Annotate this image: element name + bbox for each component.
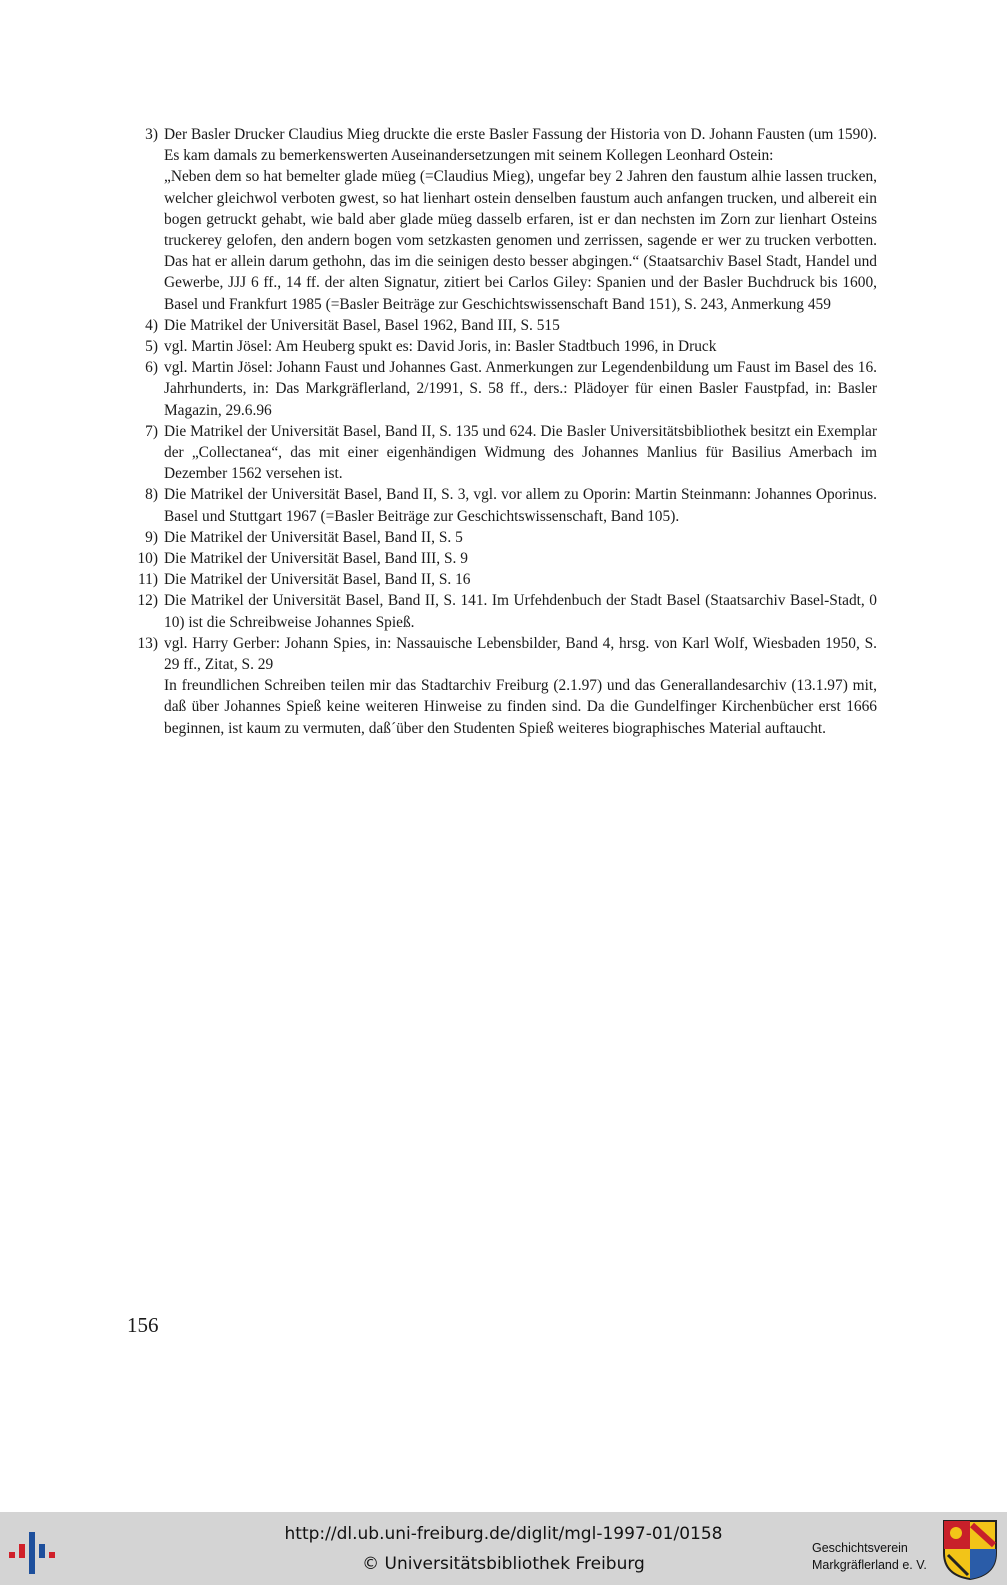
footnote-paragraph: In freundlichen Schreiben teilen mir das Stadtarchiv Freiburg (2.1.97) und das Generallandesarchiv (13.1.97) mit, daß über Johannes Spieß keine weiteren Hinweise zu finden sind. Da die Gundelfinger Kirchenbücher erst 1666 beginnen, ist kaum zu vermuten, daß´über den Studenten Spieß weiteres biographisches Material auftaucht. xyxy=(164,677,877,737)
society-name xyxy=(812,1540,927,1574)
footnote-6 xyxy=(124,357,877,421)
footnote-number: 10) xyxy=(137,550,158,568)
society-line-1: Geschichtsverein xyxy=(812,1541,908,1555)
footnote-text xyxy=(164,124,877,315)
footnote-number: 6) xyxy=(145,359,158,377)
footnote-text xyxy=(164,633,877,739)
footer-bar xyxy=(0,1512,1007,1585)
footnote-paragraph: Die Matrikel der Universität Basel, Band II, S. 16 xyxy=(164,571,471,589)
footnote-paragraph: Die Matrikel der Universität Basel, Band II, S. 5 xyxy=(164,528,463,546)
footnote-10 xyxy=(124,548,877,569)
footnote-number: 4) xyxy=(145,316,158,334)
footnote-paragraph: Die Matrikel der Universität Basel, Band III, S. 9 xyxy=(164,550,468,568)
document-url-link[interactable]: http://dl.ub.uni-freiburg.de/diglit/mgl-1997-01/0158 xyxy=(284,1524,723,1544)
footnote-paragraph: vgl. Martin Jösel: Am Heuberg spukt es: David Joris, in: Basler Stadtbuch 1996, in Druck xyxy=(164,338,717,356)
footnotes xyxy=(124,124,877,739)
footnote-4 xyxy=(124,315,877,336)
footnote-number: 5) xyxy=(145,338,158,356)
footnote-number: 8) xyxy=(145,486,158,504)
footnote-paragraph: Die Matrikel der Universität Basel, Band II, S. 135 und 624. Die Basler Universitätsbibliothek besitzt ein Exemplar der „Collectanea“, das mit einer eigenhändigen Widmung des Johannes Manlius für Basilius Amerbach im Dezember 1562 versehen ist. xyxy=(164,422,877,483)
footnote-number: 13) xyxy=(137,634,158,652)
footnote-5 xyxy=(124,336,877,357)
footnote-text xyxy=(164,527,877,548)
footnote-text xyxy=(164,315,877,336)
society-line-2: Markgräflerland e. V. xyxy=(812,1558,927,1572)
coat-of-arms-icon xyxy=(942,1519,998,1581)
footnote-paragraph: vgl. Martin Jösel: Johann Faust und Johannes Gast. Anmerkungen zur Legendenbildung um Faust im Basel des 16. Jahrhunderts, in: Das Markgräflerland, 2/1991, S. 58 ff., ders.: Plädoyer für einen Basler Faustpfad, in: Basler Magazin, 29.6.96 xyxy=(164,359,877,419)
footnote-text xyxy=(164,336,877,357)
footnote-text xyxy=(164,569,877,590)
footnote-7 xyxy=(124,421,877,485)
footnote-number: 7) xyxy=(145,422,158,440)
footnote-text xyxy=(164,421,877,485)
footnote-text xyxy=(164,484,877,526)
footnote-number: 12) xyxy=(137,592,158,610)
footnote-12 xyxy=(124,590,877,632)
footnote-paragraph: Die Matrikel der Universität Basel, Basel 1962, Band III, S. 515 xyxy=(164,316,560,334)
footnote-11 xyxy=(124,569,877,590)
footnote-9 xyxy=(124,527,877,548)
footnote-number: 3) xyxy=(145,126,158,143)
footnote-text xyxy=(164,357,877,421)
footnote-paragraph: Der Basler Drucker Claudius Mieg druckte die erste Basler Fassung der Historia von D. Johann Fausten (um 1590). Es kam damals zu bemerkenswerten Auseinandersetzungen mit seinem Kollegen Leonhard Ostein: xyxy=(164,126,877,165)
footnote-13 xyxy=(124,633,877,739)
footnote-8 xyxy=(124,484,877,526)
footnote-text xyxy=(164,548,877,569)
footnote-paragraph: Die Matrikel der Universität Basel, Band II, S. 141. Im Urfehdenbuch der Stadt Basel (Staatsarchiv Basel-Stadt, 0 10) ist die Schreibweise Johannes Spieß. xyxy=(164,592,877,631)
footnote-paragraph: „Neben dem so hat bemelter glade müeg (=Claudius Mieg), ungefar bey 2 Jahren den faustum alhie lassen trucken, welcher gleichwol verboten gwest, so hat lienhart ostein denselben faustum auch anfangen trucken, und albereit ein bogen getruckt gehabt, wie bald aber glade müeg dasselb erfaren, ist er dan nechsten im Zorn zur lienhart Osteins truckerey gelofen, den andern bogen vom setzkasten genomen und zerrissen, sagende er wer zu trucken verbotten. Das hat er allein darum gethohn, das im die seinigen desto besser abgingen.“ (Staatsarchiv Basel Stadt, Handel und Gewerbe, JJJ 6 ff., 14 ff. der alten Signatur, zitiert bei Carlos Giley: Spanien und der Basler Buchdruck bis 1600, Basel und Frankfurt 1985 (=Basler Beiträge zur Geschichtswissenschaft Band 151), S. 243, Anmerkung 459 xyxy=(164,168,877,313)
footnote-paragraph: vgl. Harry Gerber: Johann Spies, in: Nassauische Lebensbilder, Band 4, hrsg. von Karl Wolf, Wiesbaden 1950, S. 29 ff., Zitat, S. 29 xyxy=(164,634,877,674)
page-number: 156 xyxy=(127,1313,159,1337)
footnote-number: 9) xyxy=(145,528,158,546)
footnote-number: 11) xyxy=(138,571,158,589)
footnote-paragraph: Die Matrikel der Universität Basel, Band II, S. 3, vgl. vor allem zu Oporin: Martin Steinmann: Johannes Oporinus. Basel und Stuttgart 1967 (=Basler Beiträge zur Geschichtswissenschaft, Band 105). xyxy=(164,486,877,525)
copyright-notice: © Universitätsbibliothek Freiburg xyxy=(362,1554,645,1574)
footnote-3 xyxy=(124,124,877,315)
footnote-text xyxy=(164,590,877,632)
